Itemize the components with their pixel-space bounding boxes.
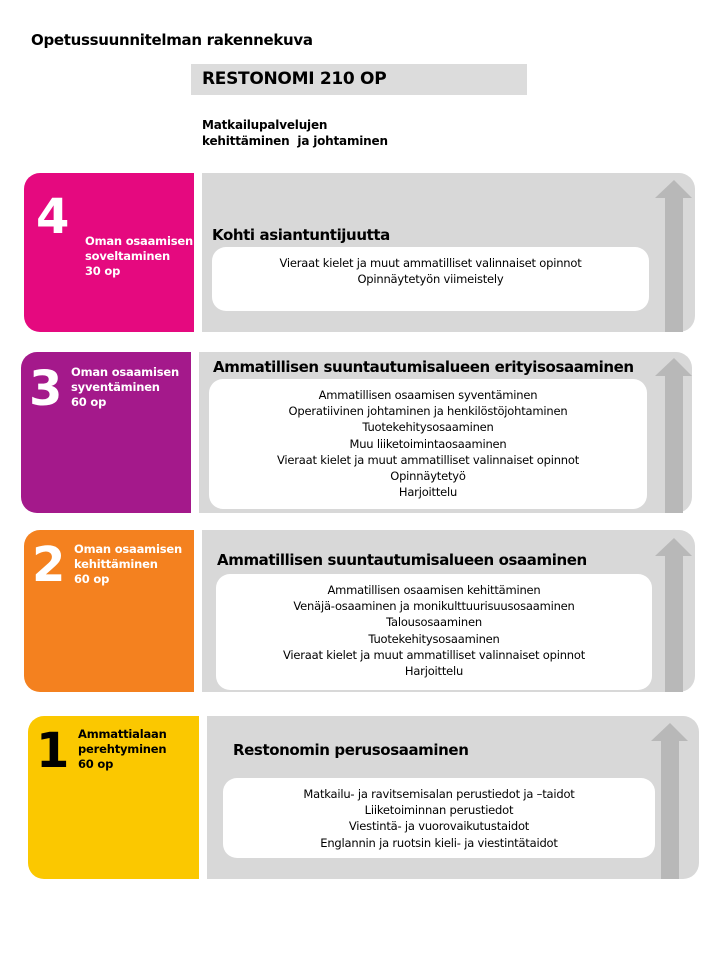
level-3-item: Tuotekehitysosaaminen [362, 420, 494, 435]
level-1-item: Viestintä- ja vuorovaikutustaidot [348, 819, 530, 834]
level-1-box [28, 716, 199, 879]
level-3-item: Opinnäytetyö [390, 469, 466, 484]
level-1-item: Liiketoiminnan perustiedot [364, 803, 514, 818]
level-1-label-line: perehtyminen [78, 742, 167, 756]
level-2-item: Vieraat kielet ja muut ammatilliset valinnaiset opinnot [282, 647, 586, 662]
level-3-number: 3 [29, 361, 62, 417]
level-4-item: Vieraat kielet ja muut ammatilliset valinnaiset opinnot [279, 256, 582, 270]
up-arrow-icon [651, 723, 689, 879]
level-4-title: Kohti asiantuntijuutta [212, 226, 390, 244]
level-1-number: 1 [36, 723, 69, 779]
degree-banner-text: RESTONOMI 210 OP [202, 69, 387, 89]
up-arrow-icon [655, 538, 693, 692]
level-2-item: Talousosaaminen [386, 615, 482, 630]
level-2-label-line: kehittäminen [74, 557, 158, 571]
up-arrow-icon [655, 180, 693, 332]
level-3-item: Muu liiketoimintaosaaminen [349, 436, 507, 451]
page-title: Opetussuunnitelman rakennekuva [31, 31, 313, 49]
level-4-label [85, 234, 193, 279]
level-2-label-line: 60 op [74, 572, 110, 586]
level-2-box [24, 530, 194, 692]
level-3-content [209, 379, 647, 509]
level-3-box [21, 352, 191, 513]
level-2-content [216, 574, 652, 690]
degree-subtitle: Matkailupalvelujen kehittäminen ja johtaminen [202, 118, 388, 148]
level-4-item: Opinnäytetyön viimeistely [357, 272, 504, 287]
up-arrow-icon [655, 358, 693, 513]
level-1-label-line: Ammattialaan [78, 727, 167, 741]
level-3-label [71, 365, 179, 410]
level-4-label-line: Oman osaamisen [85, 234, 193, 248]
level-3-label-line: 60 op [71, 395, 107, 409]
level-3-title: Ammatillisen suuntautumisalueen erityisosaaminen [213, 358, 634, 376]
level-2-number: 2 [32, 537, 65, 593]
level-4-label-line: 30 op [85, 264, 121, 278]
level-1-item: Englannin ja ruotsin kieli- ja viestintätaidot [320, 835, 558, 850]
level-3-item: Operatiivinen johtaminen ja henkilöstöjohtaminen [288, 404, 568, 419]
level-2-item: Harjoittelu [404, 664, 464, 679]
level-4-content [212, 247, 649, 311]
level-3-item: Vieraat kielet ja muut ammatilliset valinnaiset opinnot [276, 452, 580, 467]
level-2-label-line: Oman osaamisen [74, 542, 182, 556]
level-2-item: Venäjä-osaaminen ja monikulttuurisuusosaaminen [293, 599, 575, 614]
level-2-item: Tuotekehitysosaaminen [368, 631, 500, 646]
level-2-item: Ammatillisen osaamisen kehittäminen [327, 583, 541, 597]
level-1-item: Matkailu- ja ravitsemisalan perustiedot ja –taidot [303, 787, 575, 801]
level-3-item: Harjoittelu [398, 485, 458, 500]
level-3-label-line: syventäminen [71, 380, 160, 394]
level-4-number: 4 [36, 189, 69, 245]
level-3-label-line: Oman osaamisen [71, 365, 179, 379]
level-1-label-line: 60 op [78, 757, 114, 771]
degree-banner [191, 64, 527, 95]
level-2-label [74, 542, 182, 587]
level-1-content [223, 778, 655, 858]
level-1-label [78, 727, 167, 772]
level-4-box [24, 173, 194, 332]
level-4-label-line: soveltaminen [85, 249, 170, 263]
level-1-title: Restonomin perusosaaminen [233, 741, 469, 759]
level-3-item: Ammatillisen osaamisen syventäminen [318, 388, 538, 402]
level-2-title: Ammatillisen suuntautumisalueen osaaminen [217, 551, 587, 569]
